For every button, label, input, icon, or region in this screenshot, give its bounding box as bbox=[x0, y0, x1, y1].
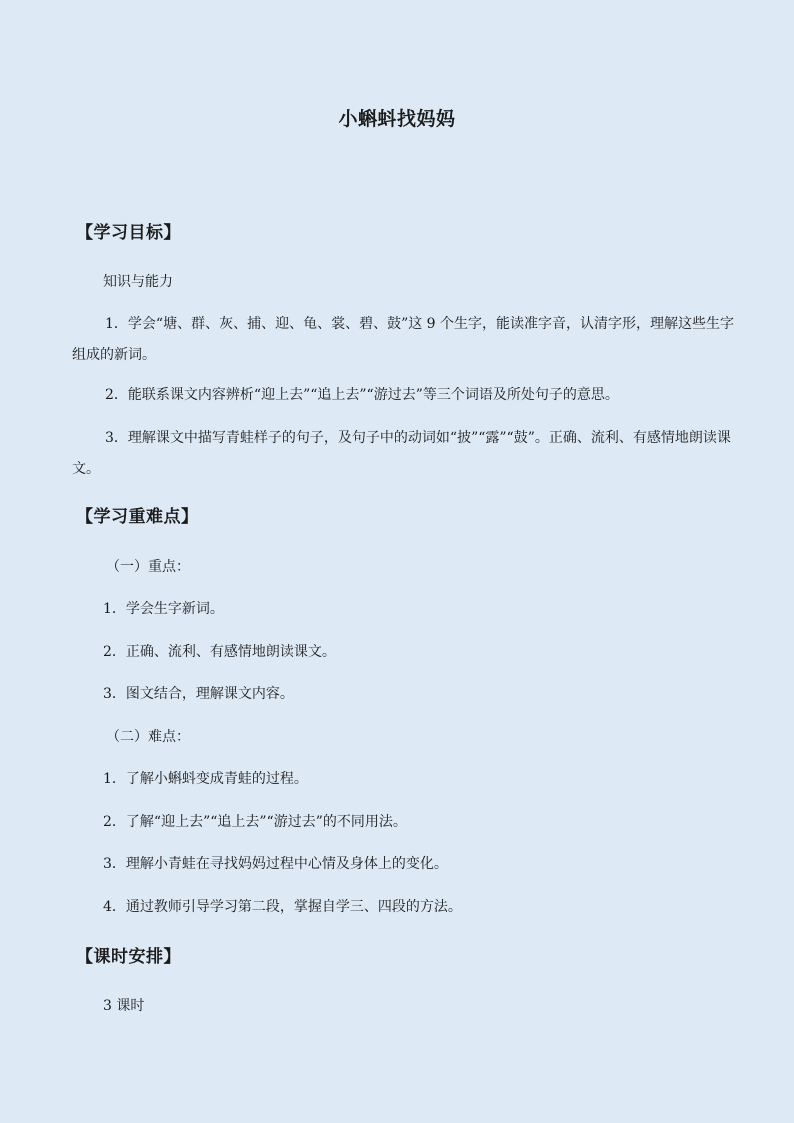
paragraph: 2．了解“迎上去”“追上去”“游过去”的不同用法。 bbox=[103, 814, 407, 830]
paragraph: 3．图文结合，理解课文内容。 bbox=[103, 686, 294, 702]
paragraph: 3．理解课文中描写青蛙样子的句子，及句子中的动词如“披”“露”“鼓”。正确、流利、有感情地朗读课文。 bbox=[72, 430, 731, 477]
paragraph: 4．通过教师引导学习第二段，掌握自学三、四段的方法。 bbox=[103, 899, 462, 915]
section-heading-key-points: 【学习重难点】 bbox=[76, 507, 199, 527]
paragraph: （一）重点： bbox=[106, 559, 190, 575]
paragraph: 2．正确、流利、有感情地朗读课文。 bbox=[103, 644, 336, 660]
section-heading-schedule: 【课时安排】 bbox=[76, 947, 181, 967]
paragraph: 3 课时 bbox=[103, 998, 145, 1014]
paragraph: 2．能联系课文内容辨析“迎上去”“追上去”“游过去”等三个词语及所处句子的意思。 bbox=[105, 387, 619, 403]
paragraph: 1．了解小蝌蚪变成青蛙的过程。 bbox=[103, 771, 308, 787]
document-title: 小蝌蚪找妈妈 bbox=[338, 108, 456, 130]
paragraph: 知识与能力 bbox=[103, 274, 173, 290]
paragraph: 1．学会生字新词。 bbox=[103, 601, 224, 617]
paragraph: 3．理解小青蛙在寻找妈妈过程中心情及身体上的变化。 bbox=[103, 856, 448, 872]
paragraph: （二）难点： bbox=[106, 729, 190, 745]
paragraph: 1．学会“塘、群、灰、捕、迎、龟、裳、碧、鼓”这 9 个生字，能读准字音，认清字形，理解这些生字组成的新词。 bbox=[72, 316, 735, 363]
section-heading-learning-goals: 【学习目标】 bbox=[76, 223, 181, 243]
